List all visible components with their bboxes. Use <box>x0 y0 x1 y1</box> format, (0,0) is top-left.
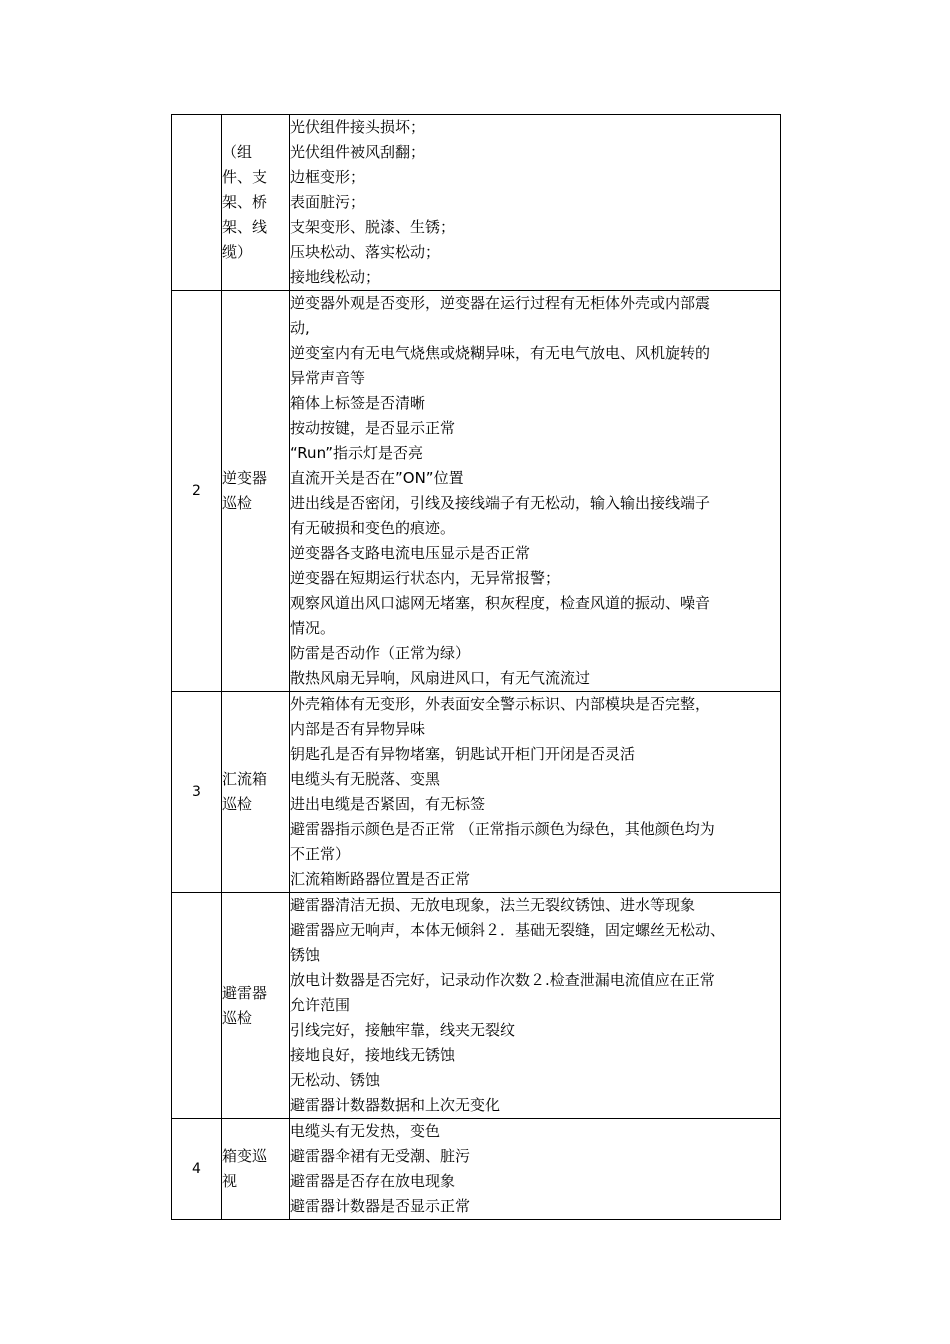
inspection-table <box>171 114 781 1220</box>
inspection-table-body <box>172 115 781 1220</box>
inspection-item: 避雷器计数器数据和上次无变化 <box>290 1096 501 1114</box>
inspection-item: 支架变形、脱漆、生锈； <box>290 218 456 236</box>
table-row <box>172 115 781 291</box>
inspection-item: 箱体上标签是否清晰 <box>290 394 426 412</box>
inspection-item: 逆变室内有无电气烧焦或烧糊异味，有无电气放电、风机旋转的 异常声音等 <box>290 344 711 387</box>
inspection-items-cell <box>290 115 781 291</box>
inspection-item: “Run”指示灯是否亮 <box>290 444 424 462</box>
inspection-item: 直流开关是否在”ON”位置 <box>290 469 464 487</box>
category-label-line: 缆） <box>222 243 253 261</box>
category-label-line: 架、线 <box>222 218 268 236</box>
row-number-cell: 2 <box>172 291 222 692</box>
inspection-item: 放电计数器是否完好，记录动作次数２.检查泄漏电流值应在正常 允许范围 <box>290 971 715 1014</box>
category-label-line: 箱变巡 <box>222 1147 268 1165</box>
table-row <box>172 291 781 692</box>
category-label-line: 巡检 <box>222 795 253 813</box>
inspection-item: 无松动、锈蚀 <box>290 1071 381 1089</box>
inspection-item: 接地线松动； <box>290 268 381 286</box>
inspection-item: 表面脏污； <box>290 193 366 211</box>
category-cell <box>222 115 290 291</box>
row-number-cell: 4 <box>172 1119 222 1220</box>
inspection-item: 汇流箱断路器位置是否正常 <box>290 870 471 888</box>
category-cell <box>222 1119 290 1220</box>
table-row <box>172 692 781 893</box>
inspection-item: 压块松动、落实松动； <box>290 243 441 261</box>
inspection-item: 避雷器是否存在放电现象 <box>290 1172 456 1190</box>
inspection-item: 避雷器指示颜色是否正常 （正常指示颜色为绿色，其他颜色均为 不正常） <box>290 820 715 863</box>
inspection-item: 观察风道出风口滤网无堵塞，积灰程度，检查风道的振动、噪音 情况。 <box>290 594 711 637</box>
category-label-line: （组 <box>222 143 253 161</box>
inspection-item: 引线完好，接触牢靠，线夹无裂纹 <box>290 1021 516 1039</box>
inspection-item: 按动按键，是否显示正常 <box>290 419 456 437</box>
inspection-item: 避雷器应无响声，本体无倾斜２．基础无裂缝，固定螺丝无松动、 锈蚀 <box>290 921 726 964</box>
category-label-line: 避雷器 <box>222 983 268 1002</box>
inspection-item: 边框变形； <box>290 168 366 186</box>
inspection-items-cell <box>290 291 781 692</box>
inspection-item: 逆变器各支路电流电压显示是否正常 <box>290 544 531 562</box>
inspection-item: 外壳箱体有无变形，外表面安全警示标识、内部模块是否完整， 内部是否有异物异味 <box>290 695 711 738</box>
inspection-item: 接地良好，接地线无锈蚀 <box>290 1046 456 1064</box>
category-label-line: 视 <box>222 1172 238 1190</box>
category-cell <box>222 291 290 692</box>
inspection-item: 电缆头有无脱落、变黑 <box>290 770 441 788</box>
row-number-cell <box>172 893 222 1119</box>
inspection-item: 逆变器外观是否变形，逆变器在运行过程有无柜体外壳或内部震 动, <box>290 294 711 337</box>
inspection-items-cell <box>290 1119 781 1220</box>
inspection-item: 进出电缆是否紧固，有无标签 <box>290 795 486 813</box>
inspection-item: 散热风扇无异响，风扇进风口，有无气流流过 <box>290 669 591 687</box>
category-label-line: 巡检 <box>222 494 253 512</box>
category-label-line: 巡检 <box>222 1008 253 1027</box>
inspection-item: 逆变器在短期运行状态内，无异常报警； <box>290 569 561 587</box>
inspection-item: 光伏组件接头损坏； <box>290 118 426 136</box>
inspection-items-cell <box>290 893 781 1119</box>
category-label-line: 汇流箱 <box>222 770 268 788</box>
inspection-item: 光伏组件被风刮翻； <box>290 143 426 161</box>
category-cell <box>222 692 290 893</box>
inspection-item: 避雷器伞裙有无受潮、脏污 <box>290 1147 471 1165</box>
inspection-item: 钥匙孔是否有异物堵塞，钥匙试开柜门开闭是否灵活 <box>290 745 636 763</box>
row-number-cell <box>172 115 222 291</box>
inspection-item: 电缆头有无发热，变色 <box>290 1122 441 1140</box>
inspection-items-cell <box>290 692 781 893</box>
table-row <box>172 1119 781 1220</box>
inspection-item: 避雷器计数器是否显示正常 <box>290 1197 471 1215</box>
row-number-cell: 3 <box>172 692 222 893</box>
inspection-item: 防雷是否动作（正常为绿） <box>290 644 471 662</box>
category-label-line: 件、支 <box>222 168 268 186</box>
category-label-line: 架、桥 <box>222 193 268 211</box>
category-cell <box>222 893 290 1119</box>
category-label-line: 逆变器 <box>222 469 268 487</box>
inspection-item: 进出线是否密闭，引线及接线端子有无松动，输入输出接线端子 有无破损和变色的痕迹。 <box>290 494 711 537</box>
inspection-item: 避雷器清洁无损、无放电现象，法兰无裂纹锈蚀、进水等现象 <box>290 896 696 914</box>
table-row <box>172 893 781 1119</box>
